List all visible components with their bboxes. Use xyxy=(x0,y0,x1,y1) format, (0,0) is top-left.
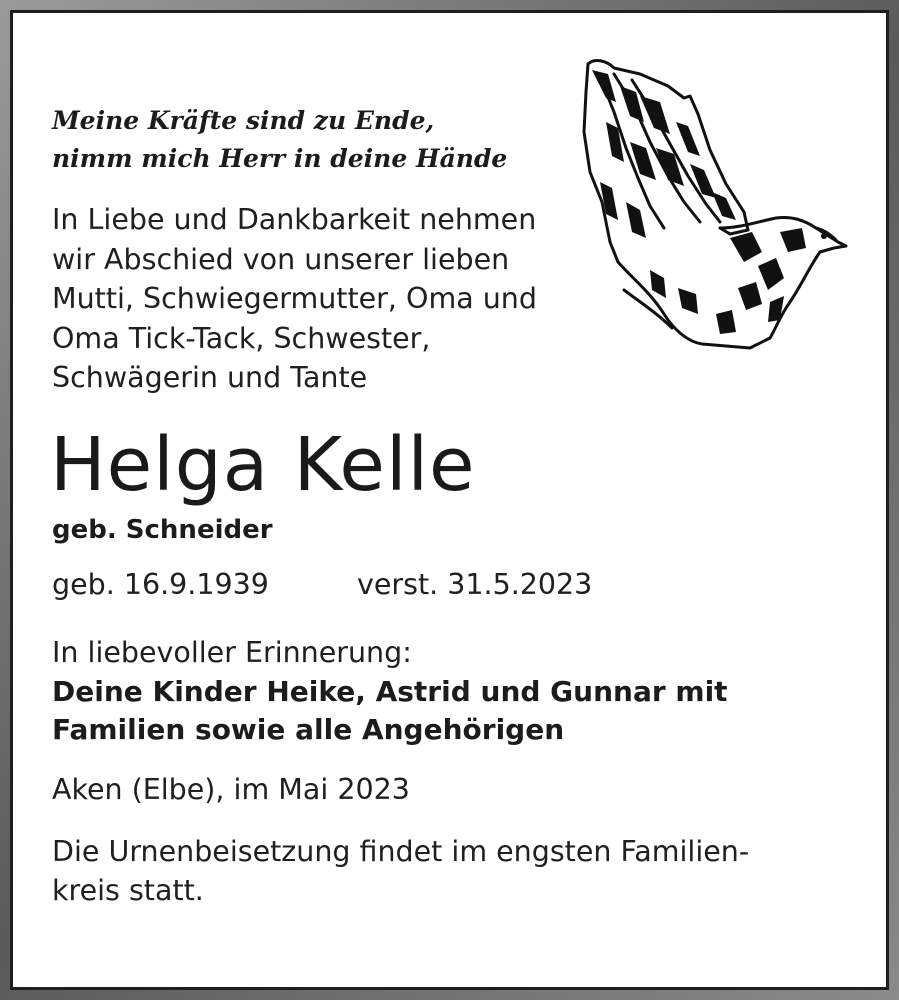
verse-line-1: Meine Kräfte sind zu Ende, xyxy=(52,106,435,135)
verse-line-2: nimm mich Herr in deine Hände xyxy=(52,144,508,173)
burial-note-line-2: kreis statt. xyxy=(52,874,204,907)
mourners xyxy=(52,673,728,749)
verse xyxy=(52,102,507,178)
praying-hands-with-dove-icon xyxy=(580,52,852,352)
intro-line-3: Mutti, Schwiegermutter, Oma und xyxy=(52,282,537,315)
birth-date: geb. 16.9.1939 xyxy=(52,568,269,601)
maiden-name: geb. Schneider xyxy=(52,515,273,545)
intro-text xyxy=(52,200,537,398)
mourners-line-2: Familien sowie alle Angehörigen xyxy=(52,713,565,746)
mourners-line-1: Deine Kinder Heike, Astrid und Gunnar mit xyxy=(52,675,728,708)
life-dates xyxy=(52,565,593,605)
place-date: Aken (Elbe), im Mai 2023 xyxy=(52,773,410,806)
intro-line-2: wir Abschied von unserer lieben xyxy=(52,242,510,276)
intro-line-5: Schwägerin und Tante xyxy=(52,361,368,394)
intro-line-1: In Liebe und Dankbarkeit nehmen xyxy=(52,203,537,236)
burial-note-line-1: Die Urnenbeisetzung findet im engsten Familien- xyxy=(52,835,750,868)
intro-line-4: Oma Tick-Tack, Schwester, xyxy=(52,321,431,355)
remembrance-heading: In liebevoller Erinnerung: xyxy=(52,636,412,669)
burial-note xyxy=(52,832,749,910)
deceased-name: Helga Kelle xyxy=(50,422,476,508)
death-date: verst. 31.5.2023 xyxy=(357,568,593,601)
